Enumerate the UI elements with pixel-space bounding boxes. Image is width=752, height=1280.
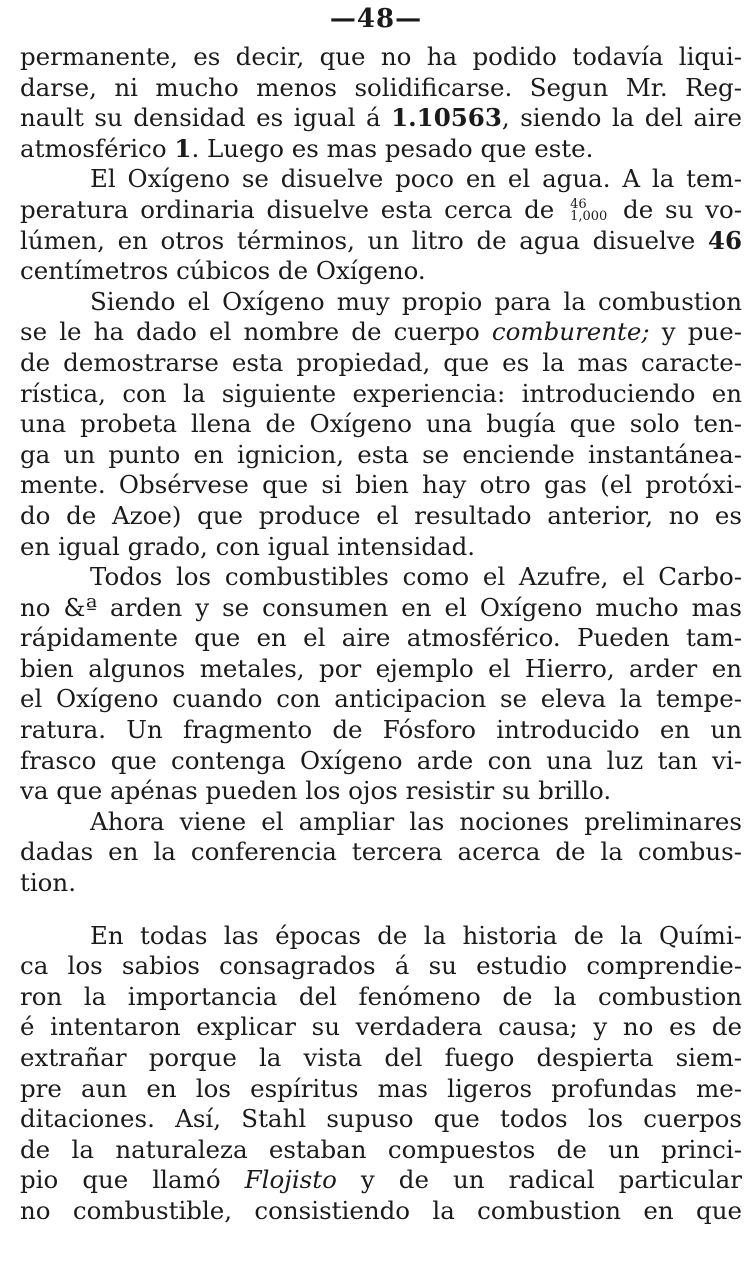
text-line: dadas en la conferencia tercera acerca de la combus- bbox=[20, 837, 742, 867]
text-line: peratura ordinaria disuelve esta cerca de 46 1,000 de su vo- bbox=[20, 194, 742, 225]
text-line: atmosférico 1. Luego es mas pesado que este. bbox=[20, 133, 594, 163]
body-text bbox=[20, 42, 742, 1227]
text-line: é intentaron explicar su verdadera causa; y no es de bbox=[20, 1012, 742, 1042]
text-line: Siendo el Oxígeno muy propio para la combustion bbox=[90, 286, 742, 316]
text-line: En todas las épocas de la historia de la Quími- bbox=[90, 920, 742, 950]
text-line: El Oxígeno se disuelve poco en el agua. A la tem- bbox=[90, 164, 742, 194]
text-line: pre aun en los espíritus mas ligeros profundas me- bbox=[20, 1073, 742, 1103]
text-line: permanente, es decir, que no ha podido todavía liqui- bbox=[20, 42, 742, 71]
text-line: no &ª arden y se consumen en el Oxígeno mucho mas bbox=[20, 592, 742, 622]
text-line: extrañar porque la vista del fuego despierta siem- bbox=[20, 1043, 742, 1072]
text-line: centímetros cúbicos de Oxígeno. bbox=[20, 256, 426, 286]
text-line: ron la importancia del fenómeno de la combustion bbox=[20, 981, 742, 1011]
text-line: no combustible, consistiendo la combustion en que bbox=[20, 1195, 742, 1225]
text-line: se le ha dado el nombre de cuerpo comburente; y pue- bbox=[20, 317, 742, 347]
text-line: ditaciones. Así, Stahl supuso que todos los cuerpos bbox=[20, 1104, 742, 1134]
page-number: —48— bbox=[329, 4, 423, 34]
text-line: darse, ni mucho menos solidificarse. Segun Mr. Reg- bbox=[20, 72, 742, 102]
text-line: mente. Obsérvese que si bien hay otro gas (el protóxi- bbox=[20, 470, 742, 500]
paragraph-gap bbox=[20, 899, 742, 921]
text-line: bien algunos metales, por ejemplo el Hierro, arder en bbox=[20, 653, 742, 683]
text-line: lúmen, en otros términos, un litro de agua disuelve 46 bbox=[20, 225, 742, 255]
text-line: do de Azoe) que produce el resultado anterior, no es bbox=[20, 500, 742, 530]
text-line: pio que llamó Flojisto y de un radical particular bbox=[20, 1165, 742, 1195]
text-line: ca los sabios consagrados á su estudio comprendie- bbox=[20, 951, 742, 981]
text-line: ratura. Un fragmento de Fósforo introducido en un bbox=[20, 715, 742, 745]
text-line: ga un punto en ignicion, esta se enciende instantánea- bbox=[20, 439, 742, 469]
text-line: en igual grado, con igual intensidad. bbox=[20, 531, 476, 561]
text-line: rística, con la siguiente experiencia: introduciendo en bbox=[20, 378, 742, 408]
text-line: una probeta llena de Oxígeno una bugía que solo ten- bbox=[20, 409, 742, 439]
text-line: Todos los combustibles como el Azufre, el Carbo- bbox=[90, 562, 742, 592]
text-line: de demostrarse esta propiedad, que es la mas caracte- bbox=[20, 347, 742, 377]
text-line: tion. bbox=[20, 868, 76, 898]
text-line: rápidamente que en el aire atmosférico. Pueden tam- bbox=[20, 623, 742, 653]
text-line: nault su densidad es igual á 1.10563, siendo la del aire bbox=[20, 103, 742, 133]
text-line: Ahora viene el ampliar las nociones preliminares bbox=[90, 806, 742, 836]
text-line: va que apénas pueden los ojos resistir su brillo. bbox=[20, 776, 612, 806]
text-line: de la naturaleza estaban compuestos de un princi- bbox=[20, 1134, 742, 1164]
text-line: frasco que contenga Oxígeno arde con una luz tan vi- bbox=[20, 745, 742, 775]
text-line: el Oxígeno cuando con anticipacion se eleva la tempe- bbox=[20, 684, 742, 714]
